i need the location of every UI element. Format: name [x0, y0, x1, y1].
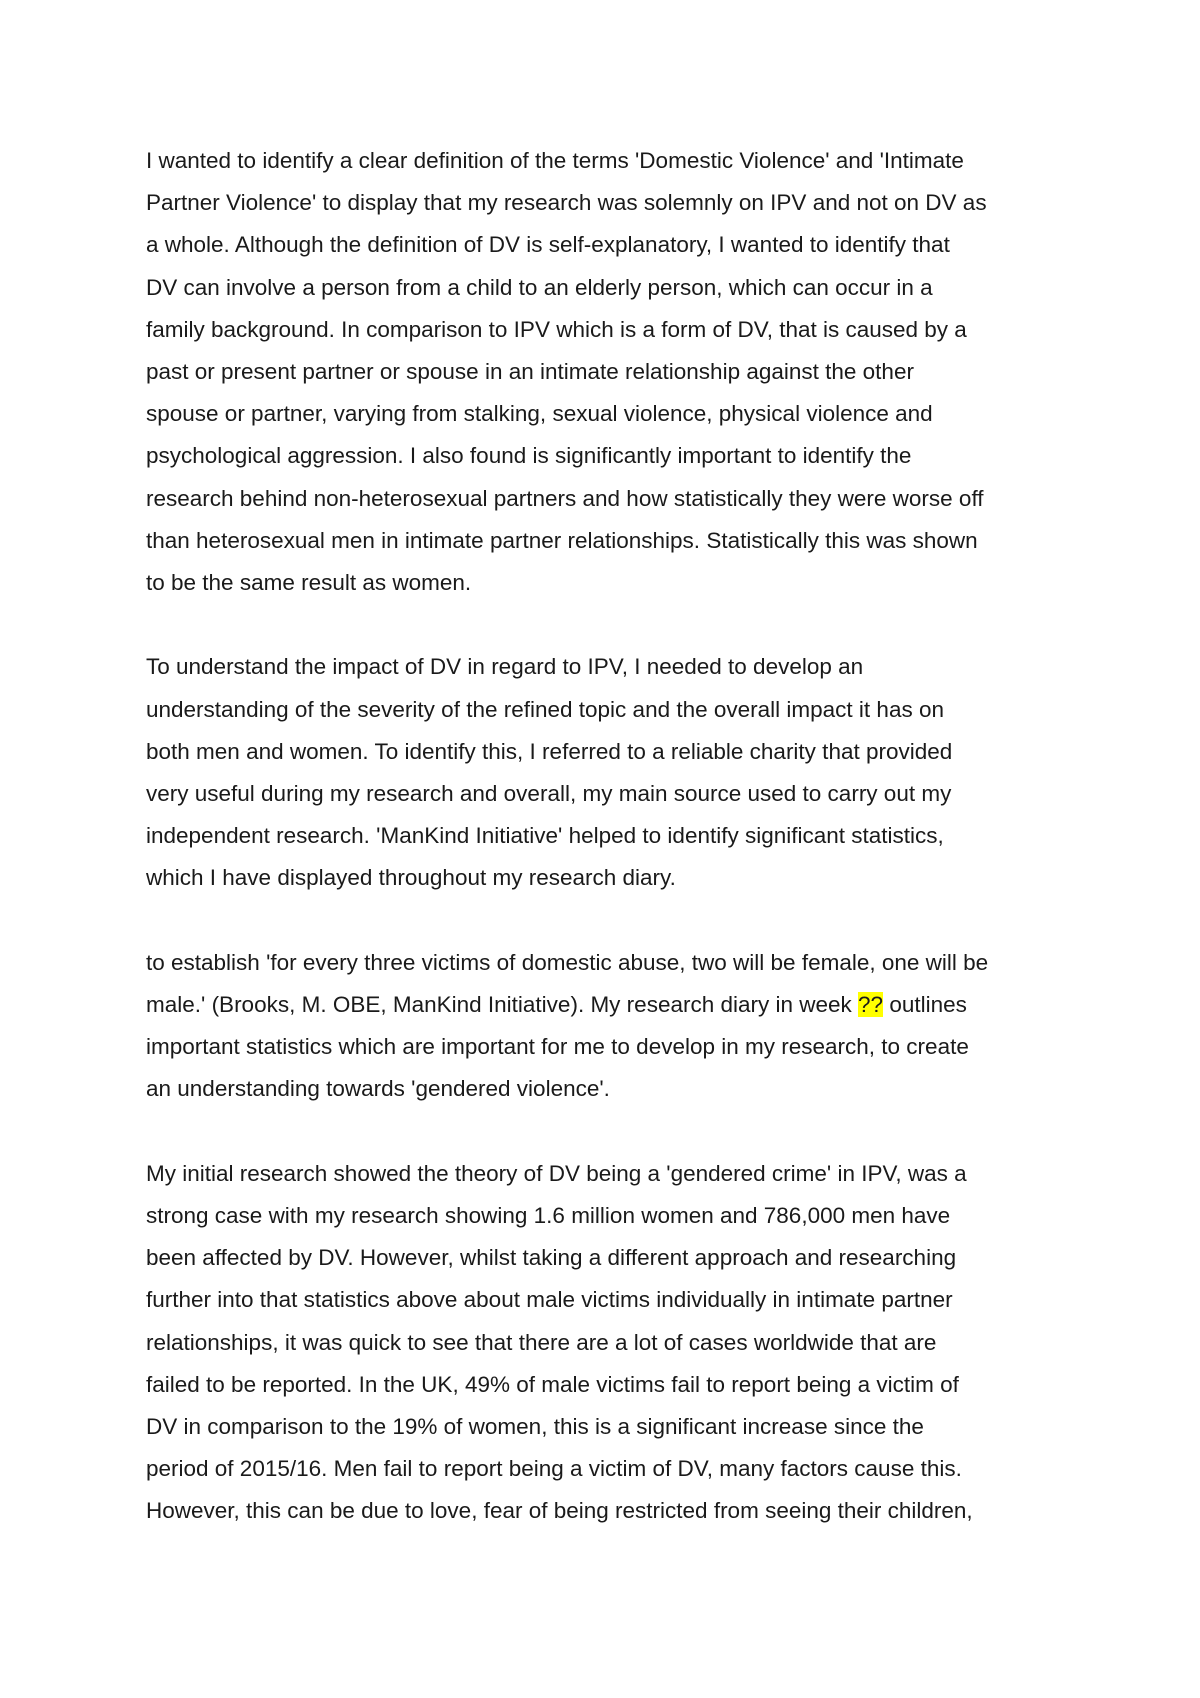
text-segment: male.' (Brooks, M. OBE, ManKind Initiative). My research diary in week — [146, 992, 859, 1018]
text-line-with-highlight — [146, 984, 1076, 1026]
text-line: strong case with my research showing 1.6 million women and 786,000 men have — [146, 1203, 951, 1229]
text-line: psychological aggression. I also found is significantly important to identify the — [146, 443, 912, 469]
paragraph-initial-research — [146, 1153, 1076, 1533]
text-line: DV can involve a person from a child to an elderly person, which can occur in a — [146, 274, 933, 300]
text-segment: outlines — [883, 992, 967, 1018]
text-line: than heterosexual men in intimate partner relationships. Statistically this was shown — [146, 527, 978, 553]
text-line: Partner Violence' to display that my research was solemnly on IPV and not on DV as — [146, 190, 987, 216]
text-line: independent research. 'ManKind Initiative' helped to identify significant statistics, — [146, 823, 944, 849]
text-line: research behind non-heterosexual partners and how statistically they were worse off — [146, 485, 984, 511]
text-line: failed to be reported. In the UK, 49% of male victims fail to report being a victim of — [146, 1371, 959, 1397]
text-line: However, this can be due to love, fear of being restricted from seeing their children, — [146, 1498, 973, 1524]
text-line: To understand the impact of DV in regard to IPV, I needed to develop an — [146, 654, 864, 680]
text-line: period of 2015/16. Men fail to report being a victim of DV, many factors cause this. — [146, 1456, 962, 1482]
text-line: DV in comparison to the 19% of women, this is a significant increase since the — [146, 1414, 924, 1440]
paragraph-impact — [146, 646, 1076, 899]
text-line: family background. In comparison to IPV which is a form of DV, that is caused by a — [146, 316, 967, 342]
text-line: both men and women. To identify this, I referred to a reliable charity that provided — [146, 738, 953, 764]
text-line: very useful during my research and overall, my main source used to carry out my — [146, 781, 952, 807]
text-line: understanding of the severity of the refined topic and the overall impact it has on — [146, 696, 944, 722]
text-line: to be the same result as women. — [146, 570, 472, 596]
paragraph-definitions — [146, 140, 1076, 604]
text-line: a whole. Although the definition of DV is self-explanatory, I wanted to identify that — [146, 232, 950, 258]
paragraph-statistics-quote — [146, 942, 1076, 1111]
text-line: important statistics which are important for me to develop in my research, to create — [146, 1034, 969, 1060]
text-line: My initial research showed the theory of DV being a 'gendered crime' in IPV, was a — [146, 1160, 967, 1186]
text-line: further into that statistics above about male victims individually in intimate partner — [146, 1287, 953, 1313]
text-line: spouse or partner, varying from stalking, sexual violence, physical violence and — [146, 401, 933, 427]
text-line: which I have displayed throughout my research diary. — [146, 865, 676, 891]
document-body — [146, 140, 1076, 1575]
text-line: past or present partner or spouse in an intimate relationship against the other — [146, 359, 914, 385]
text-line: to establish 'for every three victims of domestic abuse, two will be female, one will be — [146, 949, 989, 975]
text-line: been affected by DV. However, whilst taking a different approach and researching — [146, 1245, 957, 1271]
text-line: I wanted to identify a clear definition of the terms 'Domestic Violence' and 'Intimate — [146, 148, 964, 173]
highlighted-placeholder: ?? — [858, 992, 884, 1018]
text-line: an understanding towards 'gendered violence'. — [146, 1076, 610, 1102]
text-line: relationships, it was quick to see that there are a lot of cases worldwide that are — [146, 1329, 937, 1355]
